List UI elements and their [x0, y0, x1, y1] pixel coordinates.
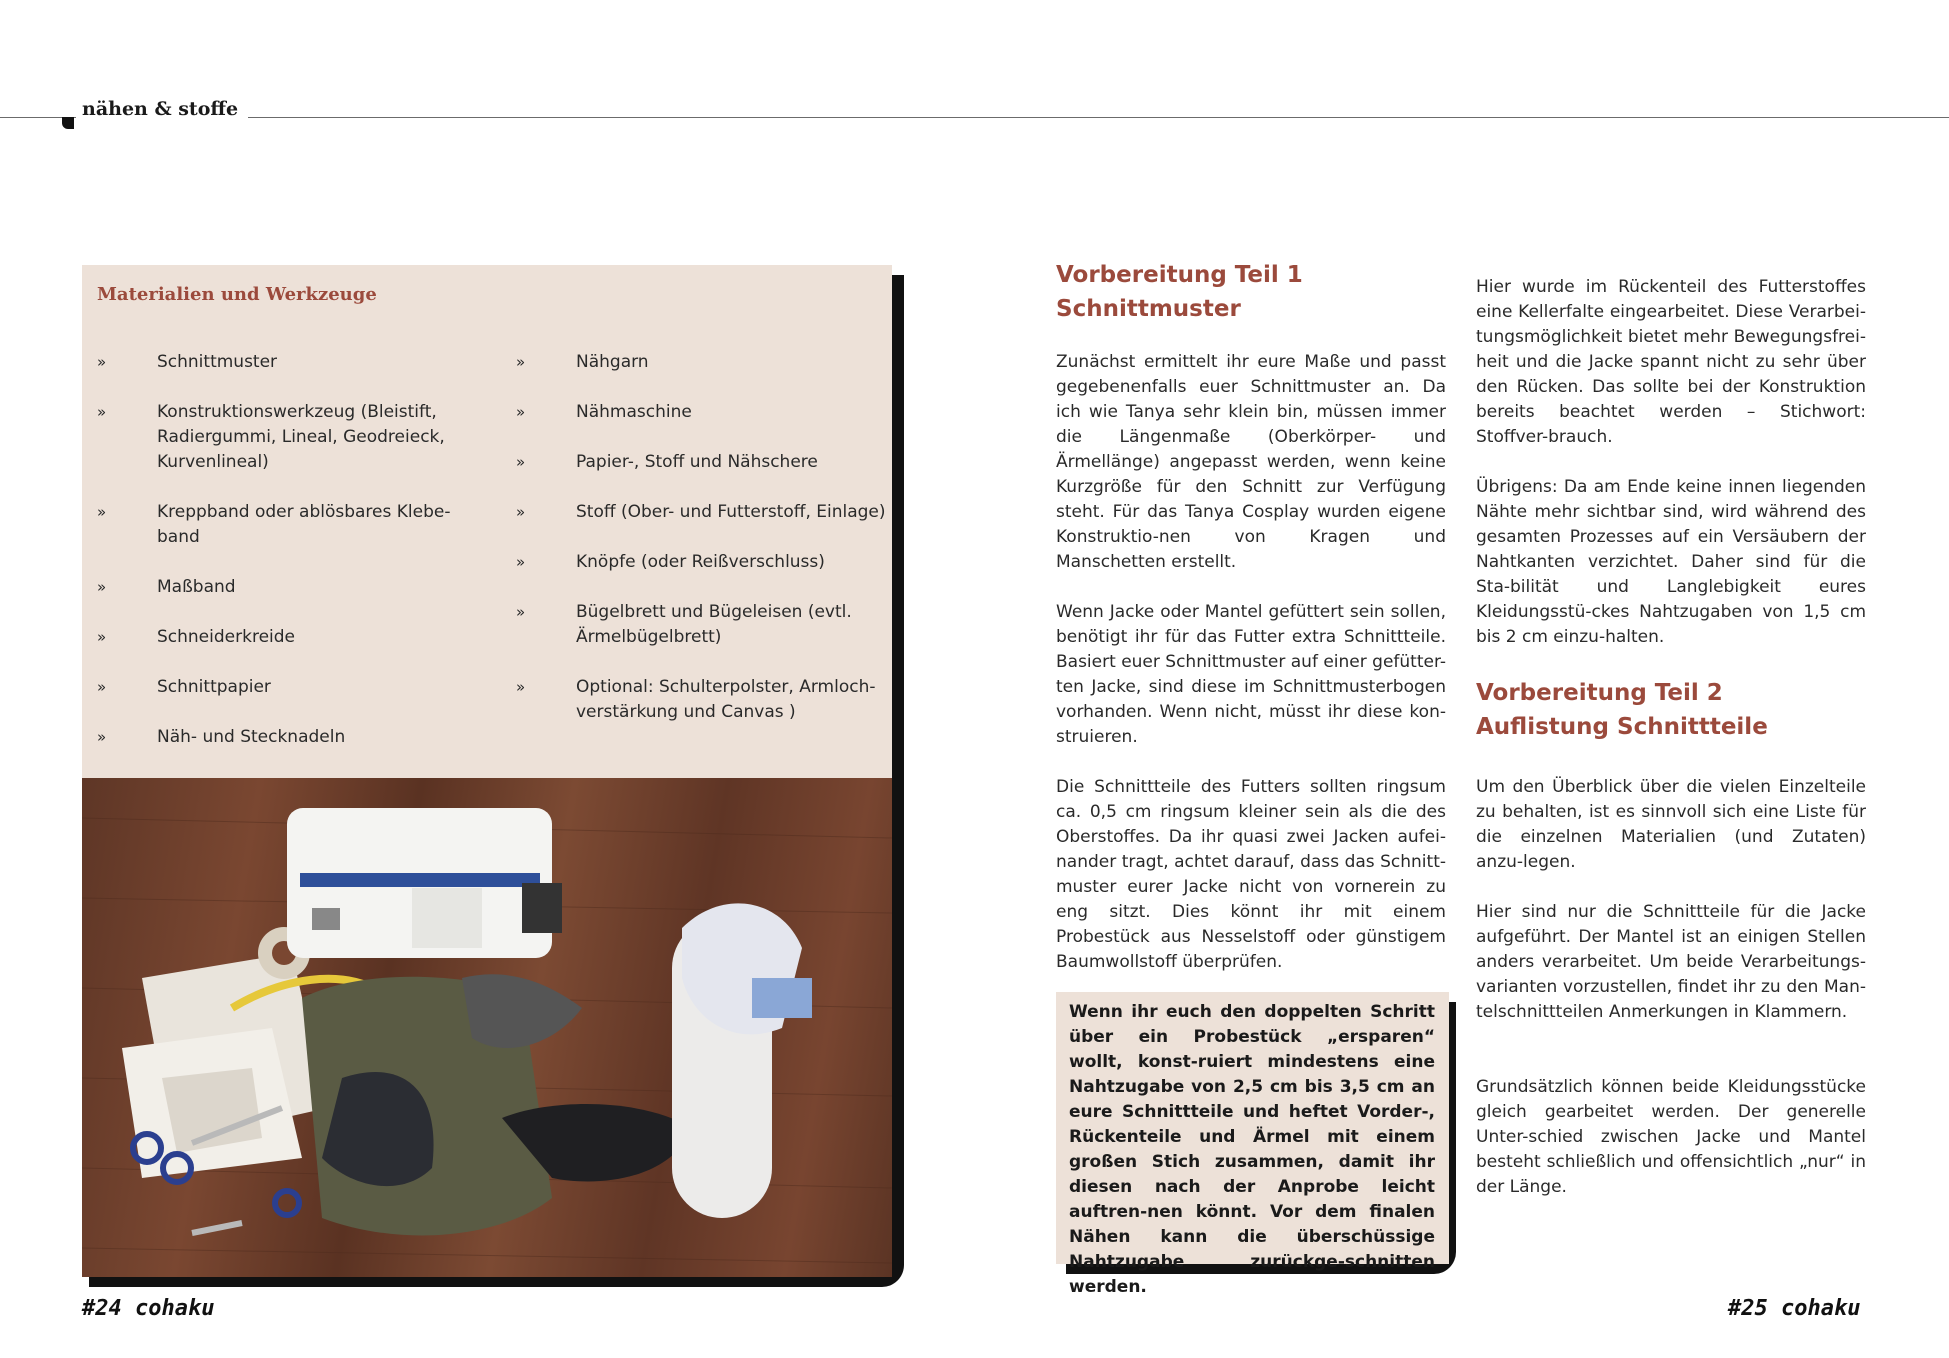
paragraph: Übrigens: Da am Ende keine innen liegenden Nähte mehr sichtbar sind, wird während des gesamten Prozesses auf ein Versäubern der Nahtkanten verzichtet. Daher sind für die Sta-bilität und Langlebigkeit eures Kleidungsstü-ckes Nahtzugaben von 1,5 cm bis 2 cm einzu-halten. [1476, 477, 1866, 647]
header-rule [0, 117, 1949, 118]
sewing-machine [287, 808, 562, 958]
list-item-text: Näh- und Stecknadeln [157, 727, 346, 747]
iron [672, 903, 812, 1218]
section2-heading-line2: Auflistung Schnittteile [1476, 714, 1768, 740]
bullet: » [516, 678, 526, 696]
list-item [97, 625, 462, 650]
section1-text [1056, 350, 1446, 1000]
section-label: nähen & stoffe [76, 98, 248, 120]
list-item-text: Nähmaschine [576, 402, 692, 422]
list-item [516, 450, 896, 475]
list-item-text: Nähgarn [576, 352, 649, 372]
paragraph: Um den Überblick über die vielen Einzelteile zu behalten, ist es sinnvoll sich eine Liste für die einzelnen Materialien (und Zutaten) anzu-legen. [1476, 777, 1866, 872]
list-item [516, 675, 896, 725]
materials-list-left [97, 350, 462, 775]
list-item [516, 550, 896, 575]
list-item-text: Maßband [157, 577, 236, 597]
list-item [516, 350, 896, 375]
list-item [97, 400, 462, 475]
bullet: » [97, 678, 107, 696]
bullet: » [97, 628, 107, 646]
list-item-text: Optional: Schulterpolster, Armloch-verstärkung und Canvas ) [576, 677, 876, 722]
paragraph: Grundsätzlich können beide Kleidungsstücke gleich gearbeitet werden. Der generelle Unter-schied zwischen Jacke und Mantel besteht schließlich und offensichtlich „nur“ in der Länge. [1476, 1077, 1866, 1197]
list-item [97, 350, 462, 375]
materials-title: Materialien und Werkzeuge [97, 284, 377, 305]
bullet: » [516, 503, 526, 521]
section1-text-continued [1476, 275, 1866, 675]
list-item [97, 575, 462, 600]
pattern-paper [122, 953, 327, 1178]
list-item-text: Kreppband oder ablösbares Klebe-band [157, 502, 451, 547]
list-item [516, 600, 896, 650]
section2-text [1476, 775, 1866, 1050]
paragraph: Zunächst ermittelt ihr eure Maße und passt gegebenenfalls euer Schnittmuster an. Da ich wie Tanya sehr klein bin, müssen immer die Längenmaße (Oberkörper- und Ärmellänge) angepasst werden, wenn keine Kurzgröße für den Schnitt zur Verfügung steht. Für das Tanya Cosplay wurden eigene Konstruktio-nen von Kragen und Manschetten erstellt. [1056, 352, 1446, 572]
list-item-text: Schnittpapier [157, 677, 271, 697]
bullet: » [97, 503, 107, 521]
list-item-text: Papier-, Stoff und Nähschere [576, 452, 818, 472]
fabric-pieces [302, 974, 692, 1235]
bullet: » [97, 403, 107, 421]
photo-illustration [82, 778, 892, 1277]
materials-list-right [516, 350, 896, 750]
bullet: » [97, 728, 107, 746]
paragraph: Hier wurde im Rückenteil des Futterstoffes eine Kellerfalte eingearbeitet. Diese Verarbei-tungsmöglichkeit bietet mehr Bewegungsfrei-heit und die Jacke spannt nicht zu sehr über den Rücken. Das sollte bei der Konstruktion bereits beachtet werden – Stichwort: Stoffver-brauch. [1476, 277, 1866, 447]
bullet: » [97, 353, 107, 371]
section1-heading-line2: Schnittmuster [1056, 296, 1241, 322]
section1-heading [1056, 258, 1456, 326]
bullet: » [516, 353, 526, 371]
paragraph: Wenn Jacke oder Mantel gefüttert sein sollen, benötigt ihr für das Futter extra Schnittteile. Basiert euer Schnittmuster auf einer gefütter-ten Jacke, sind diese im Schnittmusterbogen vorhanden. Wenn nicht, müsst ihr diese kon-struieren. [1056, 602, 1446, 747]
list-item [97, 725, 462, 750]
list-item-text: Stoff (Ober- und Futterstoff, Einlage) [576, 502, 886, 522]
note-text: Wenn ihr euch den doppelten Schritt über ein Probestück „ersparen“ wollt, konst-ruiert mindestens eine Nahtzugabe von 2,5 cm bis 3,5 cm an eure Schnittteile und heftet Vorder-, Rückenteile und Ärmel mit einem großen Stich zusammen, damit ihr diesen nach der Anprobe leicht auftren-nen könnt. Vor dem finalen Nähen kann die überschüssige Nahtzugabe zurückge-schnitten werden. [1069, 1002, 1435, 1297]
paragraph: Die Schnittteile des Futters sollten ringsum ca. 0,5 cm ringsum kleiner sein als die des Oberstoffes. Da ihr quasi zwei Jacken aufei-nander tragt, achtet darauf, dass das Schnitt-muster eurer Jacke nicht von vornerein zu eng sitzt. Dies könnt ihr mit einem Probestück aus Nesselstoff oder günstigem Baumwollstoff überprüfen. [1056, 777, 1446, 972]
paragraph: Hier sind nur die Schnittteile für die Jacke aufgeführt. Der Mantel ist an einigen Stellen anders verarbeitet. Um beide Verarbeitungs-varianten vorzustellen, findet ihr zu den Man-telschnittteilen Anmerkungen in Klammern. [1476, 902, 1866, 1022]
list-item [516, 500, 896, 525]
section1-heading-line1: Vorbereitung Teil 1 [1056, 262, 1303, 288]
list-item [516, 400, 896, 425]
bullet: » [97, 578, 107, 596]
bullet: » [516, 603, 526, 621]
section2-closing [1476, 1075, 1866, 1225]
page-number-right: #25 cohaku [1728, 1296, 1861, 1321]
list-item-text: Knöpfe (oder Reißverschluss) [576, 552, 825, 572]
list-item-text: Konstruktionswerkzeug (Bleistift, Radiergummi, Lineal, Geodreieck, Kurvenlineal) [157, 402, 445, 472]
page-number-left: #24 cohaku [82, 1296, 215, 1321]
list-item [97, 500, 462, 550]
bullet: » [516, 403, 526, 421]
bullet: » [516, 453, 526, 471]
header-marker [62, 117, 74, 129]
section2-heading-line1: Vorbereitung Teil 2 [1476, 680, 1723, 706]
bullet: » [516, 553, 526, 571]
list-item [97, 675, 462, 700]
section2-heading [1476, 676, 1876, 744]
list-item-text: Schneiderkreide [157, 627, 296, 647]
sewing-materials-photo [82, 778, 892, 1277]
list-item-text: Bügelbrett und Bügeleisen (evtl. Ärmelbügelbrett) [576, 602, 852, 647]
list-item-text: Schnittmuster [157, 352, 278, 372]
